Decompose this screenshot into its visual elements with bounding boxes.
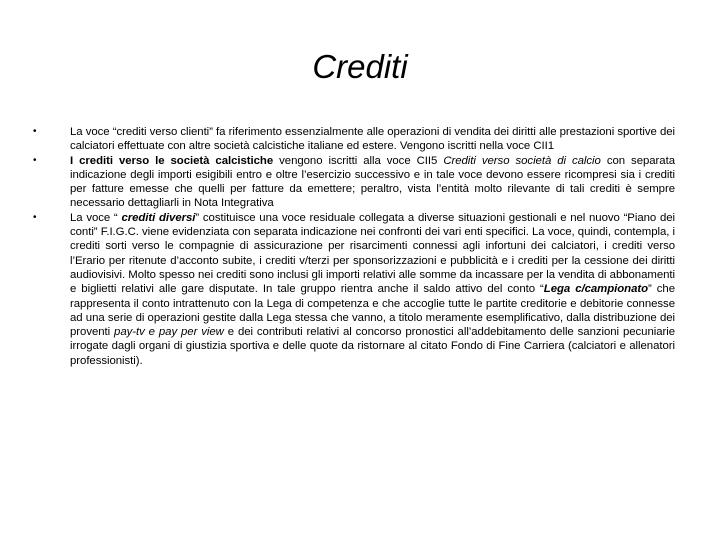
bullet-text-bold: I crediti verso le società calcistiche bbox=[70, 154, 274, 167]
bullet-dot-icon: • bbox=[33, 211, 37, 223]
bullet-text: vengono iscritti alla voce CII5 bbox=[273, 154, 444, 167]
bullet-text: La voce “crediti verso clienti” fa riferimento essenzialmente alle operazioni di vendita dei diritti alle prestazioni sportive dei calciatori effettuate con altre società calcistiche italiane ed estere. Vengono iscritti nella voce CII1 bbox=[70, 126, 675, 153]
bullet-text: ” che rappresenta il conto intrattenuto con la Lega di competenza e che accoglie tutte le partite creditorie e debitorie connesse ad una serie di operazioni gestite dalla Lega stessa che vanno, a titolo meramente esemplificativo, dalla distribuzione dei proventi bbox=[70, 283, 676, 339]
bullet-text-bold-italic: Lega c/campionato bbox=[543, 283, 649, 296]
bullet-text-italic: pay-tv e pay per view bbox=[114, 326, 224, 339]
bullet-text-italic: Crediti verso società di calcio bbox=[443, 154, 601, 167]
bullet-dot-icon: • bbox=[33, 126, 37, 137]
bullet-dot-icon: • bbox=[33, 154, 37, 166]
bullet-list bbox=[33, 125, 675, 368]
bullet-item bbox=[33, 211, 675, 368]
bullet-text-bold-italic: crediti diversi bbox=[121, 211, 196, 224]
bullet-text: La voce “ bbox=[70, 211, 122, 224]
bullet-text: e dei contributi relativi al concorso pronostici all’addebitamento delle sanzioni pecuniarie irrogate dagli organi di giustizia sportiva e delle quote da ristornare al citato Fondo di Fine Carriera (calciatori e allenatori professionisti). bbox=[70, 326, 675, 367]
slide-title: Crediti bbox=[312, 48, 408, 85]
bullet-text: ” costituisce una voce residuale collegata a diverse situazioni gestionali e nel nuovo “Piano dei conti” F.I.G.C. viene evidenziata con separata indicazione nei confronti dei vari enti specifici. La voce, quindi, contempla, i crediti sorti verso le compagnie di assicurazione per risarcimenti connessi agli infortuni dei calciatori, i crediti verso l’Erario per ritenute d’acconto subite, i crediti v/terzi per sponsorizzazioni e pubblicità e i crediti per la cessione dei diritti audiovisivi. Molto spesso nei crediti sono inclusi gli importi relativi alle somme da incassare per la vendita di abbonamenti e biglietti relativi alle gare disputate. In tale gruppo rientra anche il saldo attivo del conto “ bbox=[70, 211, 675, 296]
bullet-item bbox=[33, 154, 675, 211]
bullet-item bbox=[33, 125, 675, 154]
bullet-text: con separata indicazione degli importi esigibili entro e oltre l’esercizio successivo e in tale voce devono essere ricompresi sia i crediti per fatture emesse che quelli per fatture da emettere; peraltro, vista l’entità molto rilevante di tali crediti è sempre necessario dettagliarli in Nota Integrativa bbox=[70, 154, 675, 210]
